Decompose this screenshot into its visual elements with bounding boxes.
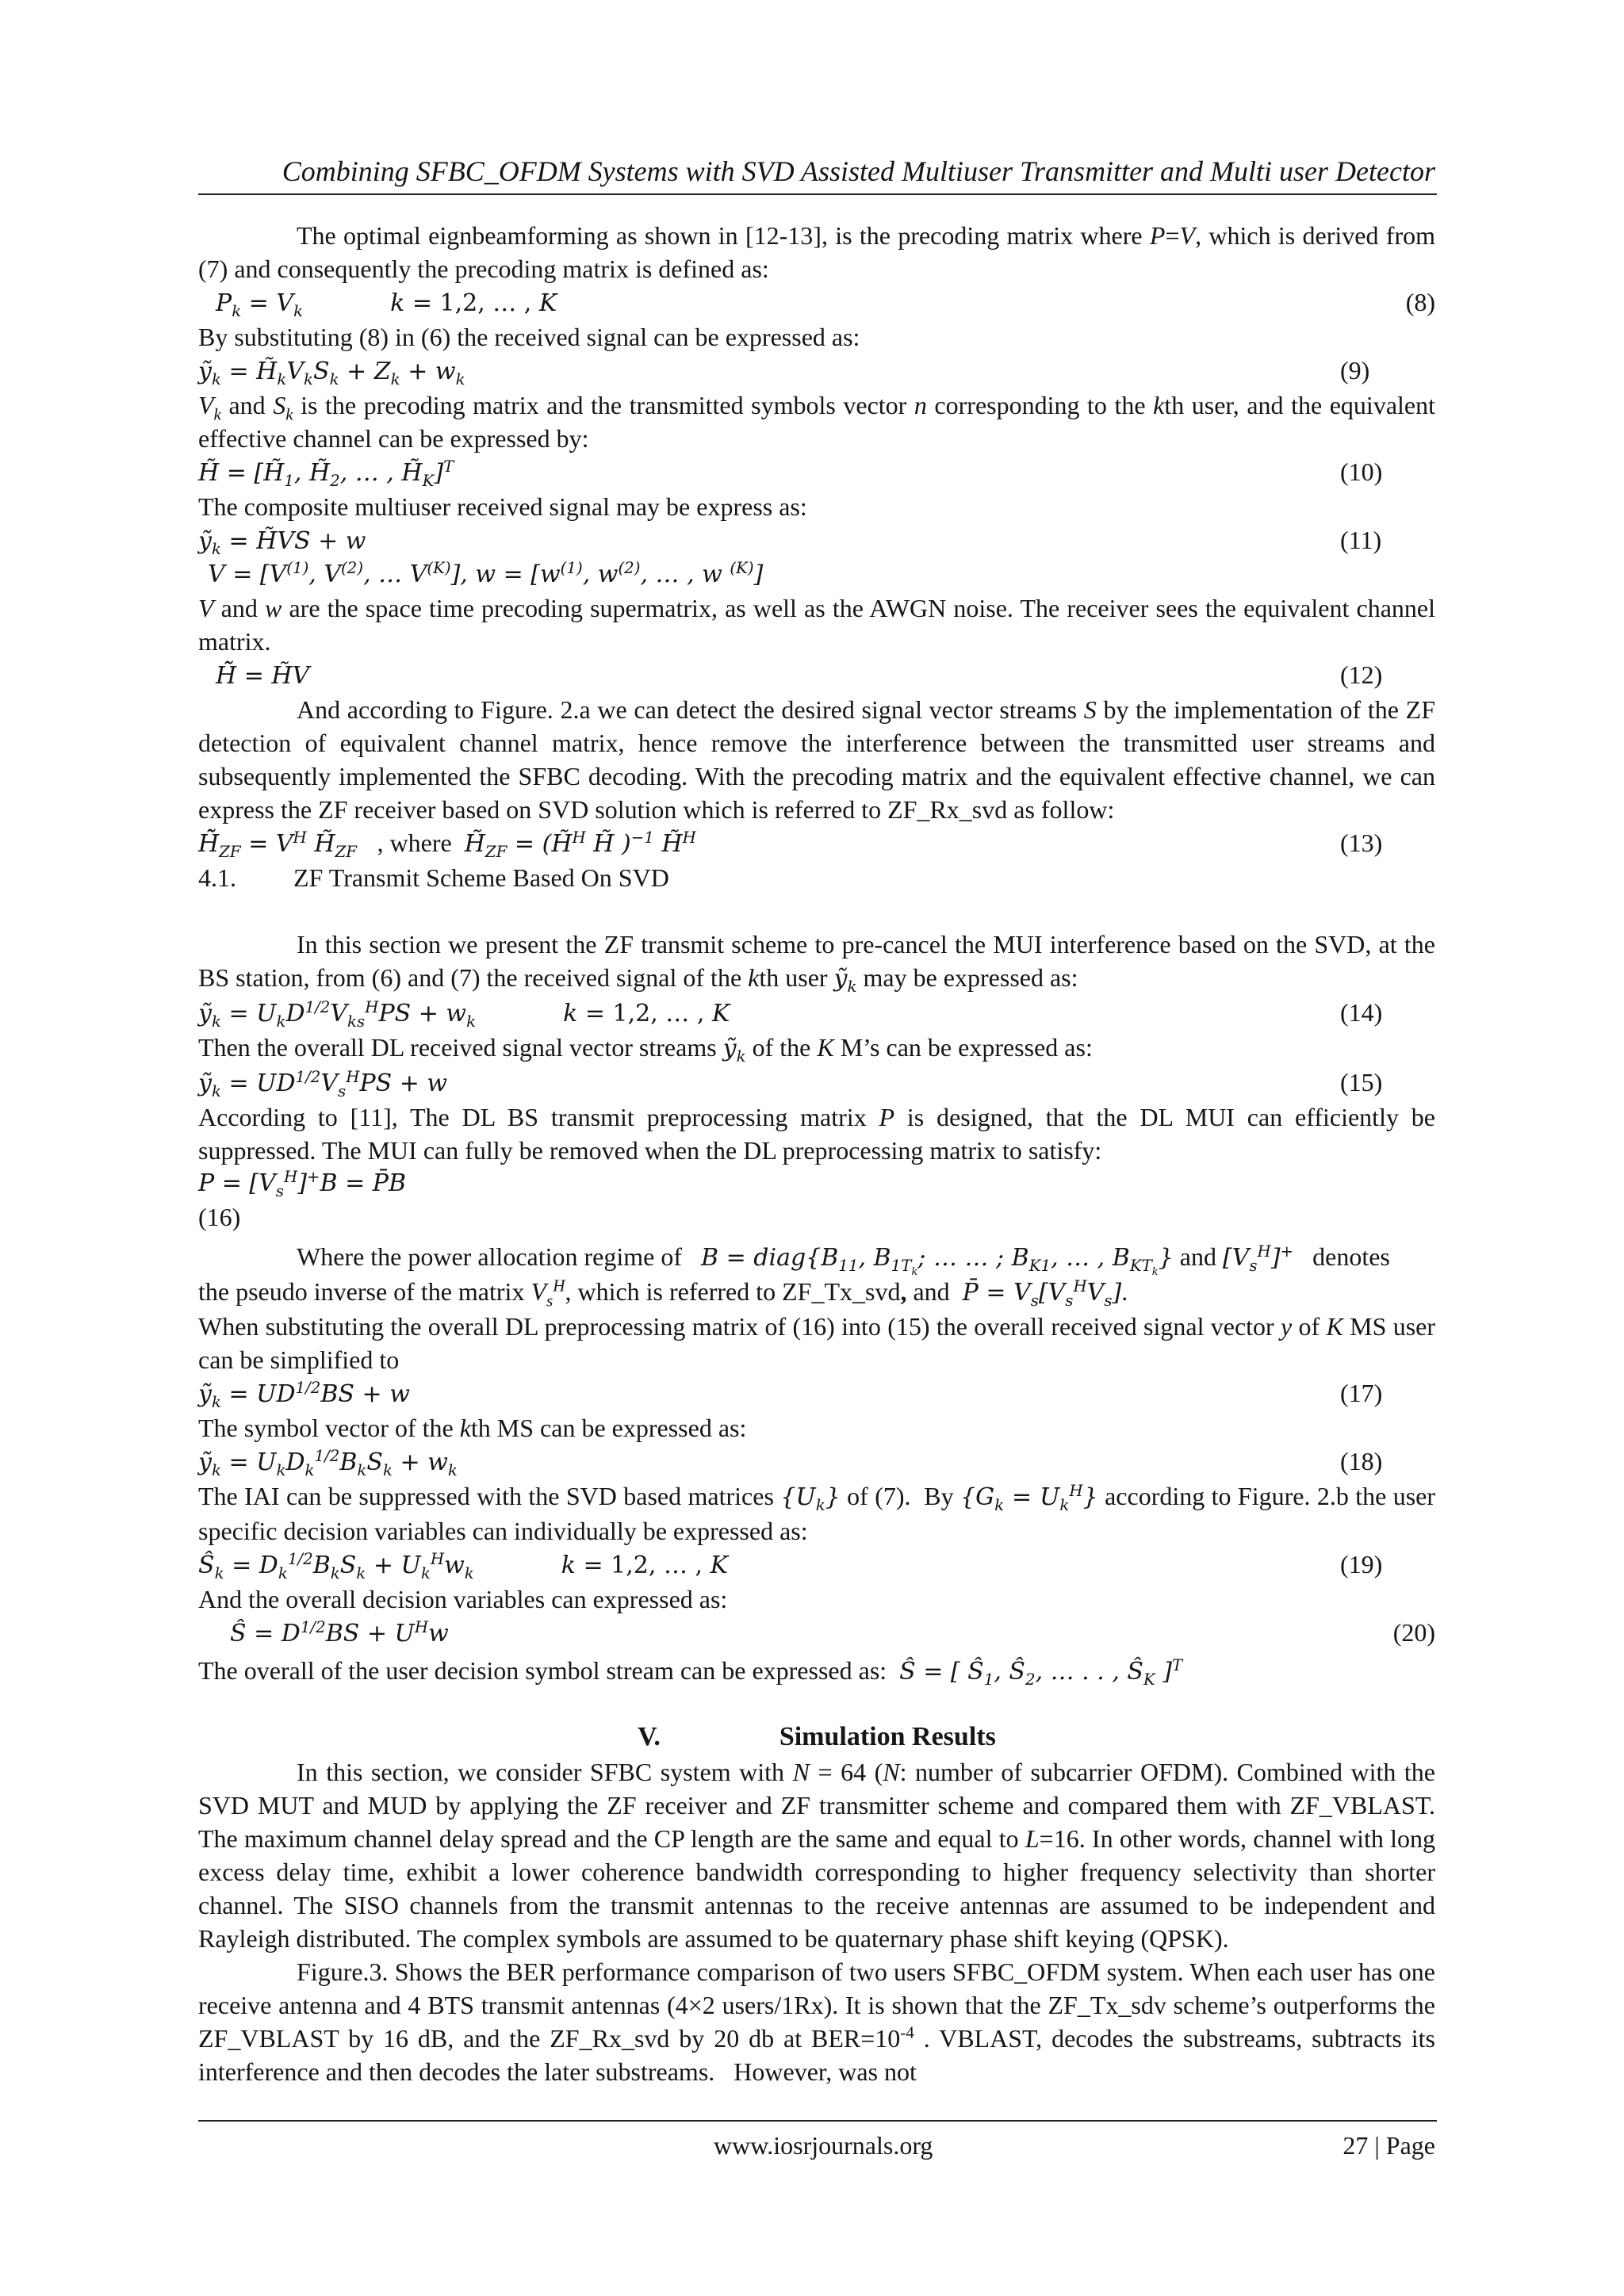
- page-number: 27 | Page: [1342, 2131, 1435, 2160]
- section-number: V.: [638, 1722, 661, 1751]
- equation-12: H̃̃ = H̃V (12): [198, 658, 1435, 693]
- paragraph: In this section we present the ZF transmit scheme to pre-cancel the MUI interference based on the SVD, at the BS station, from (6) and (7) the received signal of the kth user ỹ$_k$ may be expressed as:: [198, 930, 1435, 996]
- paragraph: the pseudo inverse of the matrix $V_s^H$, which is referred to ZF_Tx_svd, and P̄ = $V_s[V_s^HV_s]$.: [198, 1276, 1128, 1311]
- section-title: Simulation Results: [779, 1722, 996, 1751]
- equation-19: $Ŝ_k = D_k^{1/2}B_kS_k + U_k^Hw_k$ k = 1,2, … , K (19): [198, 1548, 1435, 1582]
- paragraph: When substituting the overall DL preprocessing matrix of (16) into (15) the overall received signal vector y of K MS user can be simplified to: [198, 1312, 1436, 1374]
- paragraph: By substituting (8) in (6) the received signal can be expressed as:: [198, 323, 860, 351]
- equation-number: (14): [1340, 998, 1383, 1027]
- equation-11: ỹ$_k$ = H̃VS + w (11): [198, 523, 1435, 558]
- equation-number: (11): [1340, 526, 1382, 554]
- equation-number: (10): [1340, 457, 1383, 486]
- paragraph: Where the power allocation regime of $B = diag\{B_{11}$, $B_{1T_k}$; … … ; $B_{K1}$, … , $B_{KT_k}$} and $[V_s^H]^+$ denotes: [297, 1242, 1390, 1278]
- equation-number: (8): [1405, 288, 1435, 316]
- body-text: [198, 219, 1435, 2088]
- paragraph: And according to Figure. 2.a we can detect the desired signal vector streams S by the implementation of the ZF detection of equivalent channel matrix, hence remove the interference between the transmitted user streams and subsequently implemented the SFBC decoding. With the precoding matrix and the equivalent effective channel, we can express the ZF receiver based on SVD solution which is referred to ZF_Rx_svd as follow:: [198, 695, 1436, 824]
- equation-14: ỹ$_k$ = $U_kD^{1/2}V_{ks}^HPS + w_k$ k = 1,2, … , K (14): [198, 996, 1435, 1031]
- paragraph: And the overall decision variables can expressed as:: [198, 1585, 728, 1613]
- paragraph: The overall of the user decision symbol stream can be expressed as: Ŝ = [ $Ŝ_1$, $Ŝ_2$, … . . , $Ŝ_K$ ]$^T$: [198, 1656, 1183, 1689]
- paragraph: According to [11], The DL BS transmit preprocessing matrix P is designed, that the DL MUI can efficiently be suppressed. The MUI can fully be removed when the DL preprocessing matrix to satisfy:: [198, 1103, 1436, 1165]
- journal-url[interactable]: www.iosrjournals.org: [714, 2131, 933, 2160]
- equation-number: (19): [1340, 1550, 1383, 1578]
- header-rule: [198, 193, 1437, 195]
- paragraph: Figure.3. Shows the BER performance comparison of two users SFBC_OFDM system. When each user has one receive antenna and 4 BTS transmit antennas (4×2 users/1Rx). It is shown that the ZF_Tx_sdv scheme’s outperforms the ZF_VBLAST by 16 dB, and the ZF_Rx_svd by 20 db at $BER=10^{-4}$ . VBLAST, decodes the substreams, subtracts its interference and then decodes the later substreams. However, was not: [198, 1957, 1436, 2086]
- equation-8: $P_k = V_k$ k = 1,2, … , K (8): [198, 285, 1435, 320]
- paragraph: $V_k$ and $S_k$ is the precoding matrix and the transmitted symbols vector n corresponding to the kth user, and the equivalent effective channel can be expressed by:: [198, 391, 1436, 453]
- subsection-title: ZF Transmit Scheme Based On SVD: [293, 863, 669, 892]
- paragraph: The IAI can be suppressed with the SVD based matrices $\{U_k\}$ of (7). By $\{G_k = U_k^H\}$ according to Figure. 2.b the user specific decision variables can individually be expressed as:: [198, 1482, 1436, 1545]
- paragraph: V and w are the space time precoding supermatrix, as well as the AWGN noise. The receiver sees the equivalent channel matrix.: [198, 594, 1436, 656]
- equation-13: $H̃̃_{ZF} = V^H$ $H̃_{ZF}$ , where $H̃_{ZF}$ = (H̃$^H$ H̃ )$^{-1}$ H̃$^H$ (13): [198, 826, 1435, 861]
- paragraph: In this section, we consider SFBC system with N = 64 (N: number of subcarrier OFDM). Combined with the SVD MUT and MUD by applying the ZF receiver and ZF transmitter scheme and compared them with ZF_VBLAST. The maximum channel delay spread and the CP length are the same and equal to L=16. In other words, channel with long excess delay time, exhibit a lower coherence bandwidth corresponding to higher frequency selectivity than shorter channel. The SISO channels from the transmit antennas to the receive antennas are assumed to be independent and Rayleigh distributed. The complex symbols are assumed to be quaternary phase shift keying (QPSK).: [198, 1758, 1436, 1953]
- paper-page: [198, 0, 1435, 2296]
- equation-17: ỹ$_k$ = $UD^{1/2}BS + w$ (17): [198, 1376, 1435, 1411]
- equation-16-number: [198, 1200, 1435, 1234]
- equation-number: (18): [1340, 1447, 1383, 1475]
- equation-number: (20): [1392, 1618, 1435, 1647]
- equation-number: (9): [1340, 356, 1370, 385]
- paragraph: The optimal eignbeamforming as shown in [12-13], is the precoding matrix where P=V, which is derived from (7) and consequently the precoding matrix is defined as:: [198, 221, 1436, 283]
- equation-10: H̃ = [$H̃_1$, $H̃_2$, … , $H̃_K]^T$ (10): [198, 455, 1435, 490]
- equation-20: Ŝ = $D^{1/2}BS + U^Hw$ (20): [198, 1616, 1435, 1651]
- equation-number: (17): [1340, 1379, 1383, 1407]
- equation-number: (13): [1340, 828, 1383, 857]
- equation-15: ỹ$_k$ = $UD^{1/2}V_s^HPS + w$ (15): [198, 1066, 1435, 1100]
- paragraph: The composite multiuser received signal may be express as:: [198, 492, 807, 521]
- section-heading: [198, 1719, 1435, 1755]
- paragraph: The symbol vector of the kth MS can be expressed as:: [198, 1414, 747, 1442]
- equation-number: (12): [1340, 660, 1383, 689]
- running-title: Combining SFBC_OFDM Systems with SVD Assisted Multiuser Transmitter and Multi user Detector: [282, 155, 1435, 187]
- equation-16: $P = [V_s^H]^+B$ = P̄B: [198, 1168, 406, 1200]
- subsection-heading: [198, 861, 1435, 894]
- equation-11b: $V = [V^{(1)}$, $V^{(2)}$, … $V^{(K)}$], $w = [w^{(1)}$, $w^{(2)}$, … , w $^{(K)}$]: [208, 559, 764, 588]
- subsection-number: 4.1.: [198, 863, 236, 892]
- equation-9: ỹ$_k$ = $H̃_kV_kS_k + Z_k + w_k$ (9): [198, 354, 1435, 388]
- equation-number: (16): [198, 1203, 241, 1231]
- equation-number: (15): [1340, 1068, 1383, 1096]
- equation-18: ỹ$_k$ = $U_kD_k^{1/2}B_kS_k + w_k$ (18): [198, 1445, 1435, 1479]
- footer-rule: [198, 2120, 1437, 2122]
- paragraph: Then the overall DL received signal vector streams ỹ$_k$ of the K M’s can be expressed as:: [198, 1033, 1093, 1066]
